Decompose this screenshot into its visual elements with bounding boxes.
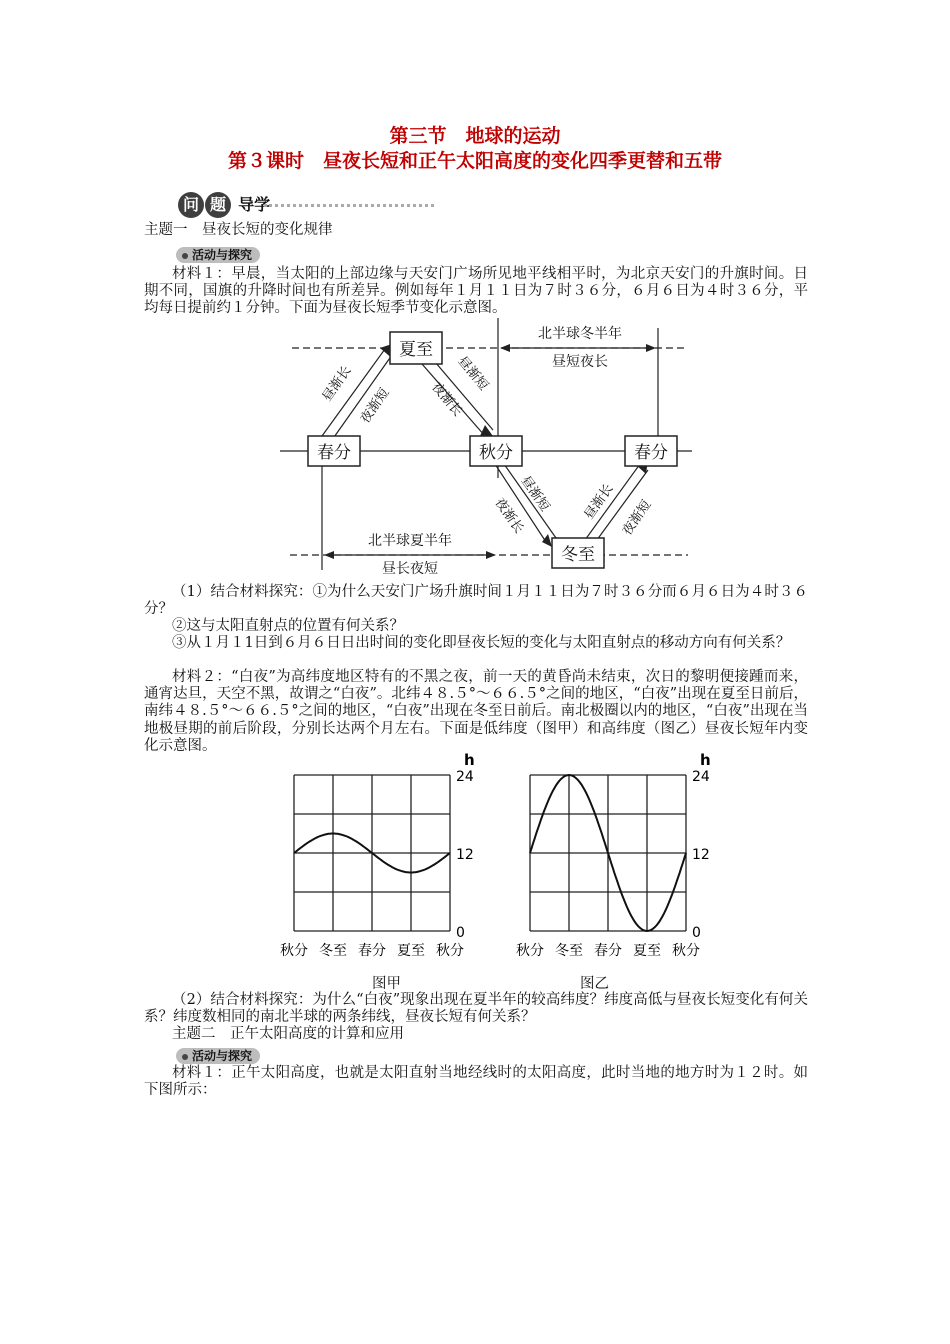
guide-dots [264,204,434,207]
caption-chart-b: 图乙 [580,976,609,992]
x-tick-label: 冬至 [555,943,583,959]
x-tick-label: 夏至 [397,943,425,959]
activity-badge-2-label: 活动与探究 [192,1049,253,1063]
y-axis-label: h [464,752,475,769]
y-tick-label: 12 [692,847,710,863]
topic1-heading: 主题一 昼夜长短的变化规律 [144,222,333,238]
label-day-long-night-short: 昼长夜短 [382,561,438,577]
label-nh-winter-half: 北半球冬半年 [538,326,622,342]
caption-chart-a: 图甲 [372,976,401,992]
x-tick-label: 秋分 [672,943,700,959]
label-summer-solstice: 夏至 [399,340,433,360]
label-day-longer-1: 昼渐长 [319,363,355,405]
label-night-longer-1: 夜渐长 [428,379,465,420]
topic2-heading: 主题二 正午太阳高度的计算和应用 [172,1026,404,1042]
guide-char-2: 题 [205,192,231,218]
guide-header [178,192,438,220]
label-day-shorter-1: 昼渐短 [454,353,491,394]
label-day-longer-2: 昼渐长 [581,481,617,523]
topic1-material1: 材料１：早晨，当太阳的上部边缘与天安门广场所见地平线相平时，为北京天安门的升旗时间。日期不同，国旗的升降时间也有所差异。例如每年１月１１日为７时３６分，６月６日为４时３６分，平均每日提前约１分钟。下面为昼夜长短季节变化示意图。 [144,266,808,317]
y-tick-label: 24 [692,769,710,785]
y-axis-label: h [700,752,711,769]
label-night-shorter-2: 夜渐短 [619,497,655,539]
y-tick-label: 0 [692,925,701,941]
activity-badge-1-label: 活动与探究 [192,248,253,262]
guide-char-1: 问 [178,192,204,218]
y-tick-label: 0 [456,925,465,941]
x-tick-label: 秋分 [280,943,308,959]
season-diagram [280,318,700,580]
x-tick-label: 秋分 [436,943,464,959]
lesson-title: 第３课时 昼夜长短和正午太阳高度的变化四季更替和五带 [227,150,722,172]
activity-badge-2 [176,1045,260,1064]
label-day-short-night-long: 昼短夜长 [552,354,608,370]
x-tick-label: 夏至 [633,943,661,959]
question-1a: （1）结合材料探究：①为什么天安门广场升旗时间１月１１日为７时３６分而６月６日为４时３６分？ [144,584,808,618]
label-spring-equinox-left: 春分 [317,443,351,463]
x-tick-label: 秋分 [516,943,544,959]
label-night-longer-2: 夜渐长 [491,495,527,537]
guide-label: 导学 [238,195,271,214]
question-2: （2）结合材料探究：为什么“白夜”现象出现在夏半年的较高纬度？纬度高低与昼夜长短变化有何关系？纬度数相同的南北半球的两条纬线，昼夜长短有何关系？ [144,992,808,1026]
chart-low-latitude [266,752,482,964]
topic2-material1: 材料１：正午太阳高度，也就是太阳直射当地经线时的太阳高度，此时当地的地方时为１２时。如下图所示： [144,1065,808,1099]
x-tick-label: 冬至 [319,943,347,959]
chart-high-latitude [502,752,718,964]
y-tick-label: 24 [456,769,474,785]
x-tick-label: 春分 [594,943,622,959]
topic1-material2: 材料２：“白夜”为高纬度地区特有的不黑之夜，前一天的黄昏尚未结束，次日的黎明便接踵而来，通宵达旦，天空不黑，故谓之“白夜”。北纬４８.５°～６６.５°之间的地区，“白夜”出现在夏至日前后，南纬４８.５°～６６.５°之间的地区，“白夜”出现在冬至日前后。南北极圈以内的地区，“白夜”出现在当地极昼期的前后阶段，分别长达两个月左右。下面是低纬度（图甲）和高纬度（图乙）昼夜长短年内变化示意图。 [144,669,808,754]
activity-badge-1 [176,244,260,263]
question-1b: ②这与太阳直射点的位置有何关系？ [172,618,404,634]
x-tick-label: 春分 [358,943,386,959]
y-tick-label: 12 [456,847,474,863]
label-spring-equinox-right: 春分 [634,443,668,463]
label-day-shorter-2: 昼渐短 [517,473,553,515]
label-autumn-equinox: 秋分 [479,443,513,463]
section-title: 第三节 地球的运动 [389,125,561,147]
label-winter-solstice: 冬至 [561,545,595,565]
question-1c: ③从１月１1日到６月６日日出时间的变化即昼夜长短的变化与太阳直射点的移动方向有何关系？ [172,635,791,651]
label-night-shorter-1: 夜渐短 [357,385,393,427]
label-nh-summer-half: 北半球夏半年 [368,533,452,549]
